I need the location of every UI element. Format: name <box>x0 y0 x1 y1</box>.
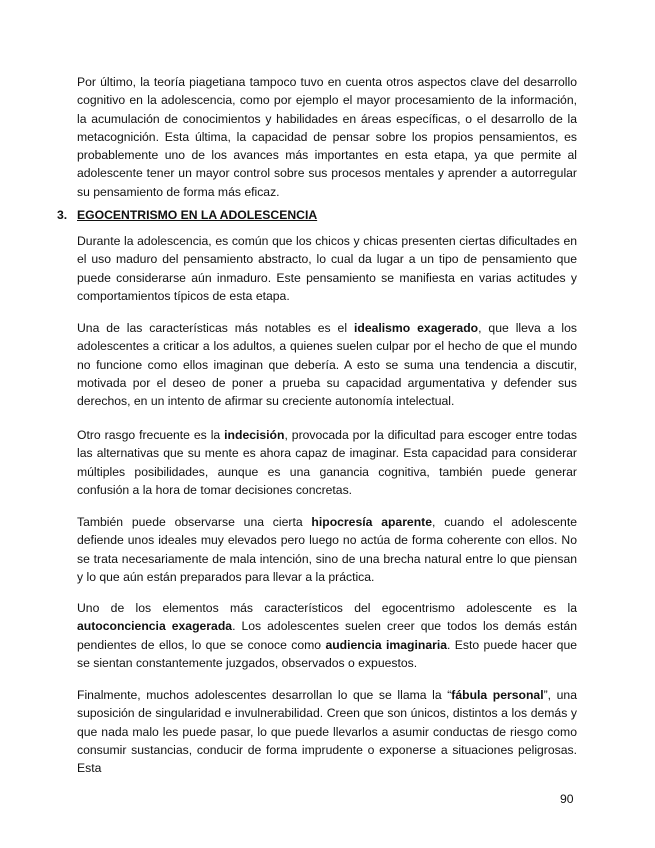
paragraph-personal-fable: Finalmente, muchos adolescentes desarrollan lo que se llama la “fábula personal”, una suposición de singularidad e invulnerabilidad. Creen que son únicos, distintos a los demás y que nada malo les puede pasar, lo que puede llevarlos a asumir conductas de riesgo como consumir sustancias, conducir de forma imprudente o exponerse a situaciones peligrosas. Esta <box>77 688 577 776</box>
paragraph-metacognition: Por último, la teoría piagetiana tampoco tuvo en cuenta otros aspectos clave del desarrollo cognitivo en la adolescencia, como por ejemplo el mayor procesamiento de la información, la acumulación de conocimientos y habilidades en áreas específicas, o el desarrollo de la metacognición. Esta última, la capacidad de pensar sobre los propios pensamientos, es probablemente uno de los avances más importantes en esta etapa, ya que permite al adolescente tener un mayor control sobre sus procesos mentales y aprender a autorregular su pensamiento de forma más eficaz. <box>77 75 577 199</box>
term-idealismo-exagerado: idealismo exagerado <box>353 321 479 335</box>
paragraph-hypocrisy: También puede observarse una cierta hipocresía aparente, cuando el adolescente defiende unos ideales muy elevados pero luego no actúa de forma coherente con ellos. No se trata necesariamente de mala intención, sino de una brecha natural entre lo que piensan y lo que aún están preparados para llevar a la práctica. <box>77 515 578 584</box>
term-hipocresia-aparente: hipocresía aparente <box>311 515 432 529</box>
page-number: 90 <box>560 792 574 806</box>
paragraph-self-awareness: Uno de los elementos más característicos del egocentrismo adolescente es la autoconciencia exagerada. Los adolescentes suelen creer que todos los demás están pendientes de ellos, lo que se conoce como audiencia imaginaria. Esto puede hacer que se sientan constantemente juzgados, observados o expuestos. <box>77 601 578 670</box>
section-number: 3. <box>57 208 68 222</box>
term-fabula-personal: fábula personal <box>451 688 544 702</box>
paragraph-intro-egocentrism: Durante la adolescencia, es común que los chicos y chicas presenten ciertas dificultades en el uso maduro del pensamiento abstracto, lo cual da lugar a un tipo de pensamiento que puede considerarse aún inmaduro. Este pensamiento se manifiesta en varias actitudes y comportamientos típicos de esta etapa. <box>77 234 577 303</box>
term-indecision: indecisión <box>224 428 285 442</box>
term-audiencia-imaginaria: audiencia imaginaria <box>325 637 448 652</box>
section-heading <box>57 206 317 224</box>
section-title: EGOCENTRISMO EN LA ADOLESCENCIA <box>77 208 318 222</box>
term-autoconciencia-exagerada: autoconciencia exagerada <box>77 619 233 634</box>
paragraph-indecision: Otro rasgo frecuente es la indecisión, provocada por la dificultad para escoger entre todas las alternativas que su mente es ahora capaz de imaginar. Esta capacidad para considerar múltiples posibilidades, aunque es una ganancia cognitiva, también puede generar confusión a la hora de tomar decisiones concretas. <box>77 428 577 497</box>
paragraph-idealism: Una de las características más notables es el idealismo exagerado, que lleva a los adolescentes a criticar a los adultos, a quienes suelen culpar por el hecho de que el mundo no funcione como ellos imaginan que debería. A esto se suma una tendencia a discutir, motivada por el deseo de poner a prueba su capacidad argumentativa y defender sus derechos, en un intento de afirmar su creciente autonomía intelectual. <box>77 321 577 409</box>
